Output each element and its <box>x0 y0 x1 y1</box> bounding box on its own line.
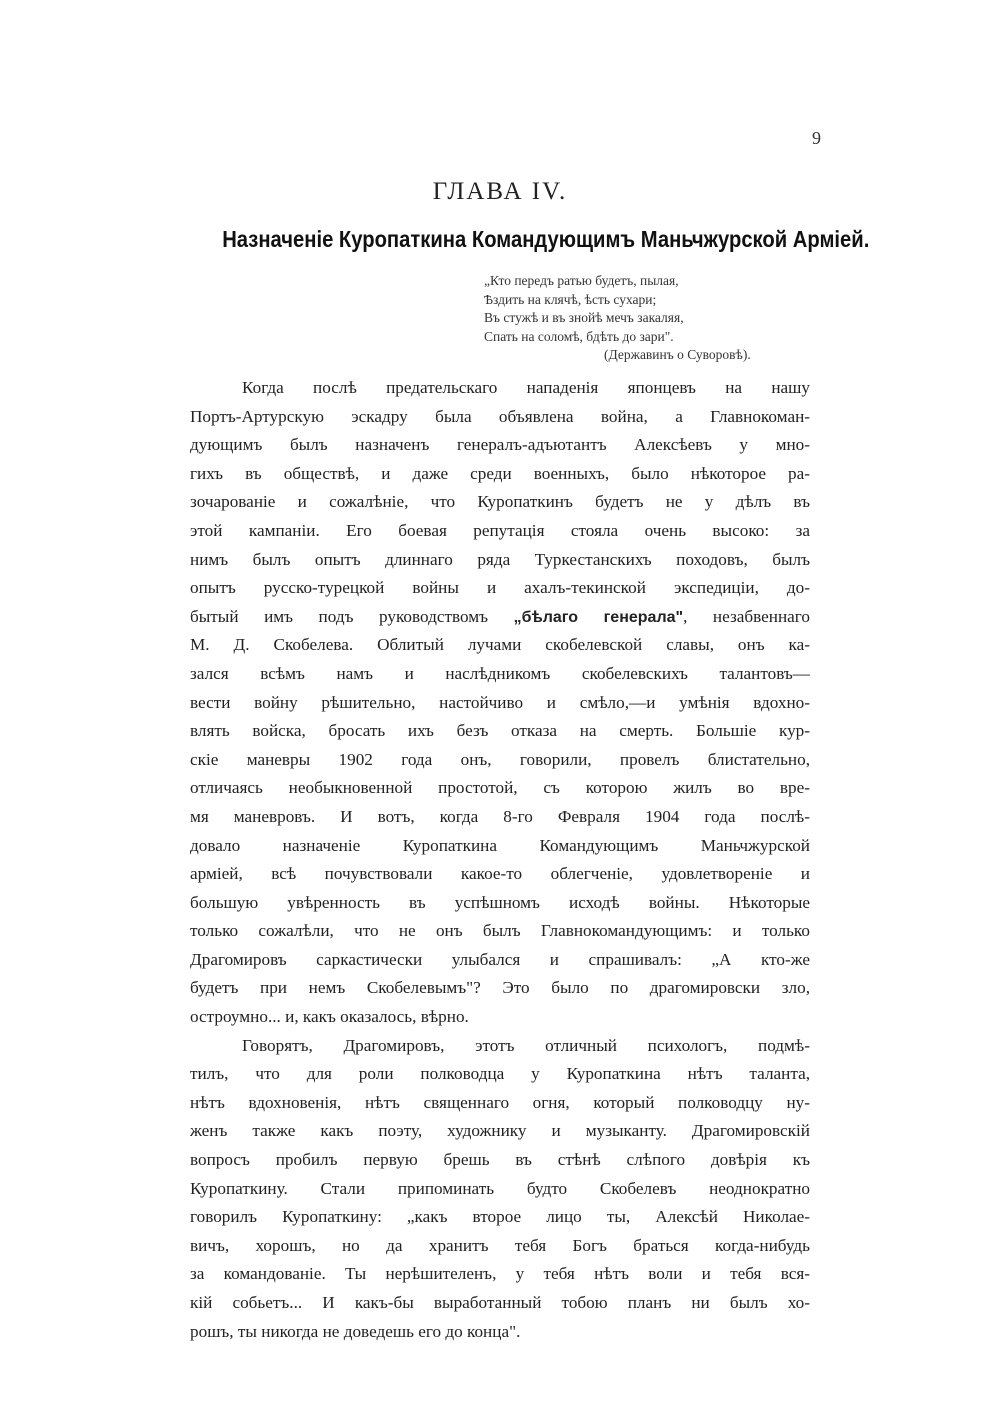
paragraph-1-line: мя маневровъ. И вотъ, когда 8-го Февраля 1904 года послѣ- <box>190 806 810 826</box>
paragraph-1-line: арміей, всѣ почувствовали какое-то облегченіе, удовлетвореніе и <box>190 864 810 884</box>
paragraph-1-line: Когда послѣ предательскаго нападенія японцевъ на нашу <box>242 378 810 397</box>
paragraph-2-line: Говорятъ, Драгомировъ, этотъ отличный психологъ, подмѣ- <box>242 1035 810 1055</box>
epigraph-line: Въ стужѣ и въ знойѣ мечъ закаляя, <box>484 310 684 325</box>
epigraph-line: Ѣздить на клячѣ, ѣсть сухари; <box>484 291 657 307</box>
paragraph-1-line: влять войска, бросать ихъ безъ отказа на смерть. Большіе кур- <box>190 721 810 741</box>
paragraph-2-line: вичъ, хорошъ, но да хранитъ тебя Богъ браться когда-нибудь <box>190 1235 810 1255</box>
paragraph-1-line: нимъ былъ опытъ длиннаго ряда Туркестанскихъ походовъ, былъ <box>190 549 810 569</box>
paragraph-1-line: вести войну рѣшительно, настойчиво и смѣло,—и умѣнія вдохно- <box>190 692 810 712</box>
paragraph-1-line: остроумно... и, какъ оказалось, вѣрно. <box>190 1007 469 1027</box>
chapter-heading: ГЛАВА IV. <box>432 178 568 205</box>
epigraph-line: Спать на соломѣ, бдѣть до зари". <box>484 328 674 344</box>
paragraph-1-line: Драгомировъ саркастически улыбался и спрашивалъ: „А кто-же <box>190 949 810 969</box>
paragraph-1-line: только сожалѣли, что не онъ былъ Главнокомандующимъ: и только <box>190 921 810 941</box>
epigraph <box>484 272 814 365</box>
paragraph-2-line: говорилъ Куропаткину: „какъ второе лицо ты, Алексѣй Николаe- <box>190 1207 810 1227</box>
paragraph-2-line: вопросъ пробилъ первую брешь въ стѣнѣ слѣпого довѣрія къ <box>190 1150 810 1170</box>
paragraph-1-line: довало назначеніе Куропаткина Командующимъ Маньчжурской <box>190 835 810 855</box>
line-text: , незабвеннаго <box>683 606 810 626</box>
paragraph-2-line: кій собьетъ... И какъ-бы выработанный тобою планъ ни былъ хо- <box>190 1293 810 1312</box>
line-text: бытый имъ подъ руководствомъ <box>190 606 514 626</box>
paragraph-2-line: Куропаткину. Стали припоминать будто Скобелевъ неоднократно <box>190 1178 810 1198</box>
paragraph-1-line: опытъ русско-турецкой войны и ахалъ-текинской экспедиціи, до- <box>190 578 810 598</box>
paragraph-1-line: дующимъ былъ назначенъ генералъ-адъютантъ Алексѣевъ у мно- <box>190 435 810 455</box>
epigraph-line: „Кто передъ ратью будетъ, пылая, <box>484 273 679 288</box>
chapter-body <box>190 374 810 1346</box>
paragraph-2-line: нѣтъ вдохновенія, нѣтъ священнаго огня, который полководцу ну- <box>190 1092 810 1112</box>
paragraph-1-line-with-emphasis <box>190 603 810 632</box>
paragraph-2-line: за командованіе. Ты нерѣшителенъ, у тебя нѣтъ воли и тебя вся- <box>190 1264 810 1284</box>
paragraph-1-line: большую увѣренность въ успѣшномъ исходѣ войны. Нѣкоторые <box>190 892 810 912</box>
paragraph-2-line: тилъ, что для роли полководца у Куропаткина нѣтъ таланта, <box>190 1064 810 1084</box>
paragraph-2-line: рошъ, ты никогда не доведешь его до конца". <box>190 1321 521 1341</box>
paragraph-1-line: будетъ при немъ Скобелевымъ"? Это было по драгомировски зло, <box>190 978 810 998</box>
chapter-title: Назначеніе Куропаткина Командующимъ Маньчжурской Арміей. <box>222 226 870 252</box>
paragraph-2-line: женъ также какъ поэту, художнику и музыканту. Драгомировскій <box>190 1121 810 1141</box>
page-number: 9 <box>812 128 821 148</box>
paragraph-1-line: Портъ-Артурскую эскадру была объявлена война, а Главнокоман- <box>190 406 810 426</box>
paragraph-1-line: зался всѣмъ намъ и наслѣдникомъ скобелевскихъ талантовъ— <box>190 663 810 683</box>
paragraph-1-line: гихъ въ обществѣ, и даже среди военныхъ, было нѣкоторое ра- <box>190 463 810 483</box>
paragraph-1-line: скіе маневры 1902 года онъ, говорили, провелъ блистательно, <box>190 749 810 769</box>
paragraph-1-line: зочарованіе и сожалѣніе, что Куропаткинъ будетъ не у дѣлъ въ <box>190 492 810 512</box>
paragraph-1-line: этой кампаніи. Его боевая репутація стояла очень высоко: за <box>190 520 810 540</box>
paragraph-1-line: М. Д. Скобелева. Облитый лучами скобелевской славы, онъ ка- <box>190 635 810 655</box>
paragraph-1-line: отличаясь необыкновенной простотой, съ которою жилъ во вре- <box>190 778 810 798</box>
emphasis-text: „бѣлаго генерала" <box>513 608 684 626</box>
epigraph-attribution: (Державинъ о Суворовѣ). <box>604 347 751 362</box>
